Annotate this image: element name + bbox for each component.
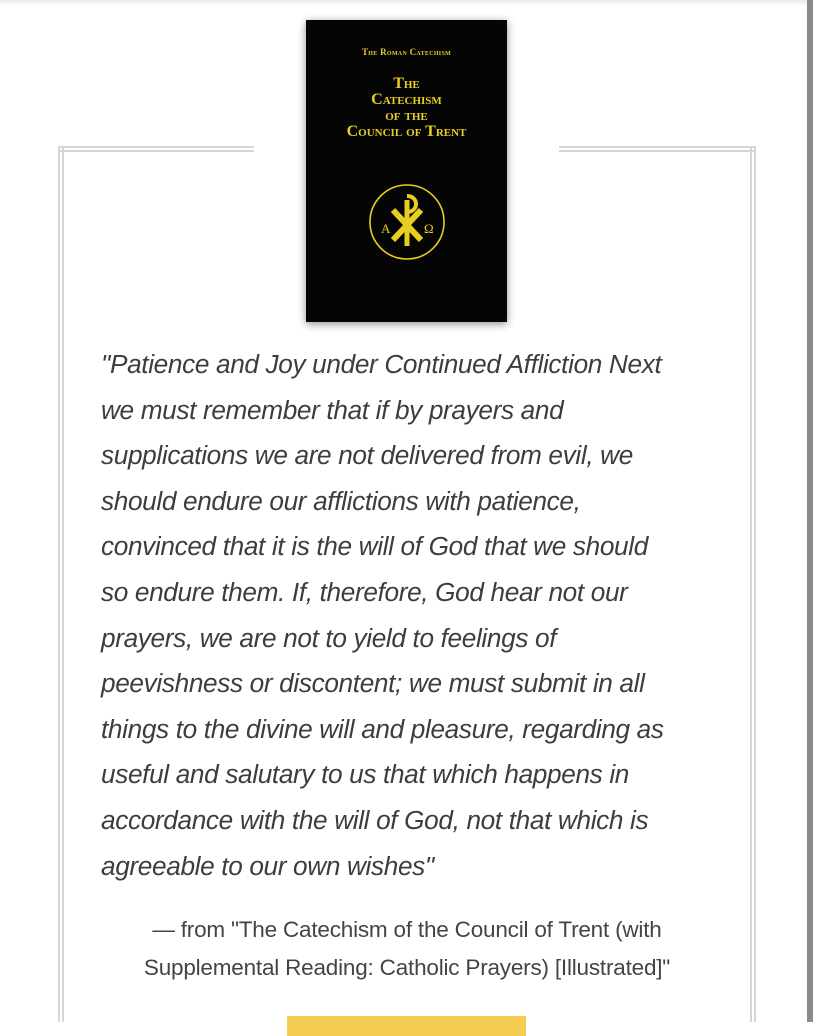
omega-letter: Ω [424,221,434,236]
frame-top-right [559,146,754,148]
frame-top-left [58,146,254,148]
book-title [306,76,507,140]
book-title-line: Catechism [371,91,442,108]
quote-text: "Patience and Joy under Continued Affliction Next we must remember that if by prayers and supplications we are not delivered from evil, we should endure our afflictions with patience, convinced that it is the will of God that we should so endure them. If, therefore, God hear not our prayers, we are not to yield to feelings of peevishness or discontent; we must submit in all things to the divine will and pleasure, regarding as useful and salutary to us that which happens in accordance with the will of God, not that which is agreeable to our own wishes" [101,349,664,881]
frame-right-border [750,146,752,1022]
frame-left-border [58,146,60,1022]
scrollbar[interactable] [807,0,813,1022]
book-title-line: of the [385,107,428,124]
attribution-line: — from "The Catechism of the Council of Trent (with [152,917,662,942]
call-to-action-button[interactable] [287,1016,526,1036]
quote-attribution [101,911,713,987]
top-edge-shadow [0,0,813,6]
chi-rho-emblem-icon [367,182,447,262]
book-title-line: The [393,75,420,92]
book-title-line: Council of Trent [346,123,467,140]
attribution-line: Supplemental Reading: Catholic Prayers) [Illustrated]" [143,955,671,980]
scrollbar-thumb[interactable] [807,0,813,1022]
book-series-label: The Roman Catechism [361,47,452,57]
book-cover-image[interactable] [306,20,507,322]
alpha-letter: A [381,221,391,236]
